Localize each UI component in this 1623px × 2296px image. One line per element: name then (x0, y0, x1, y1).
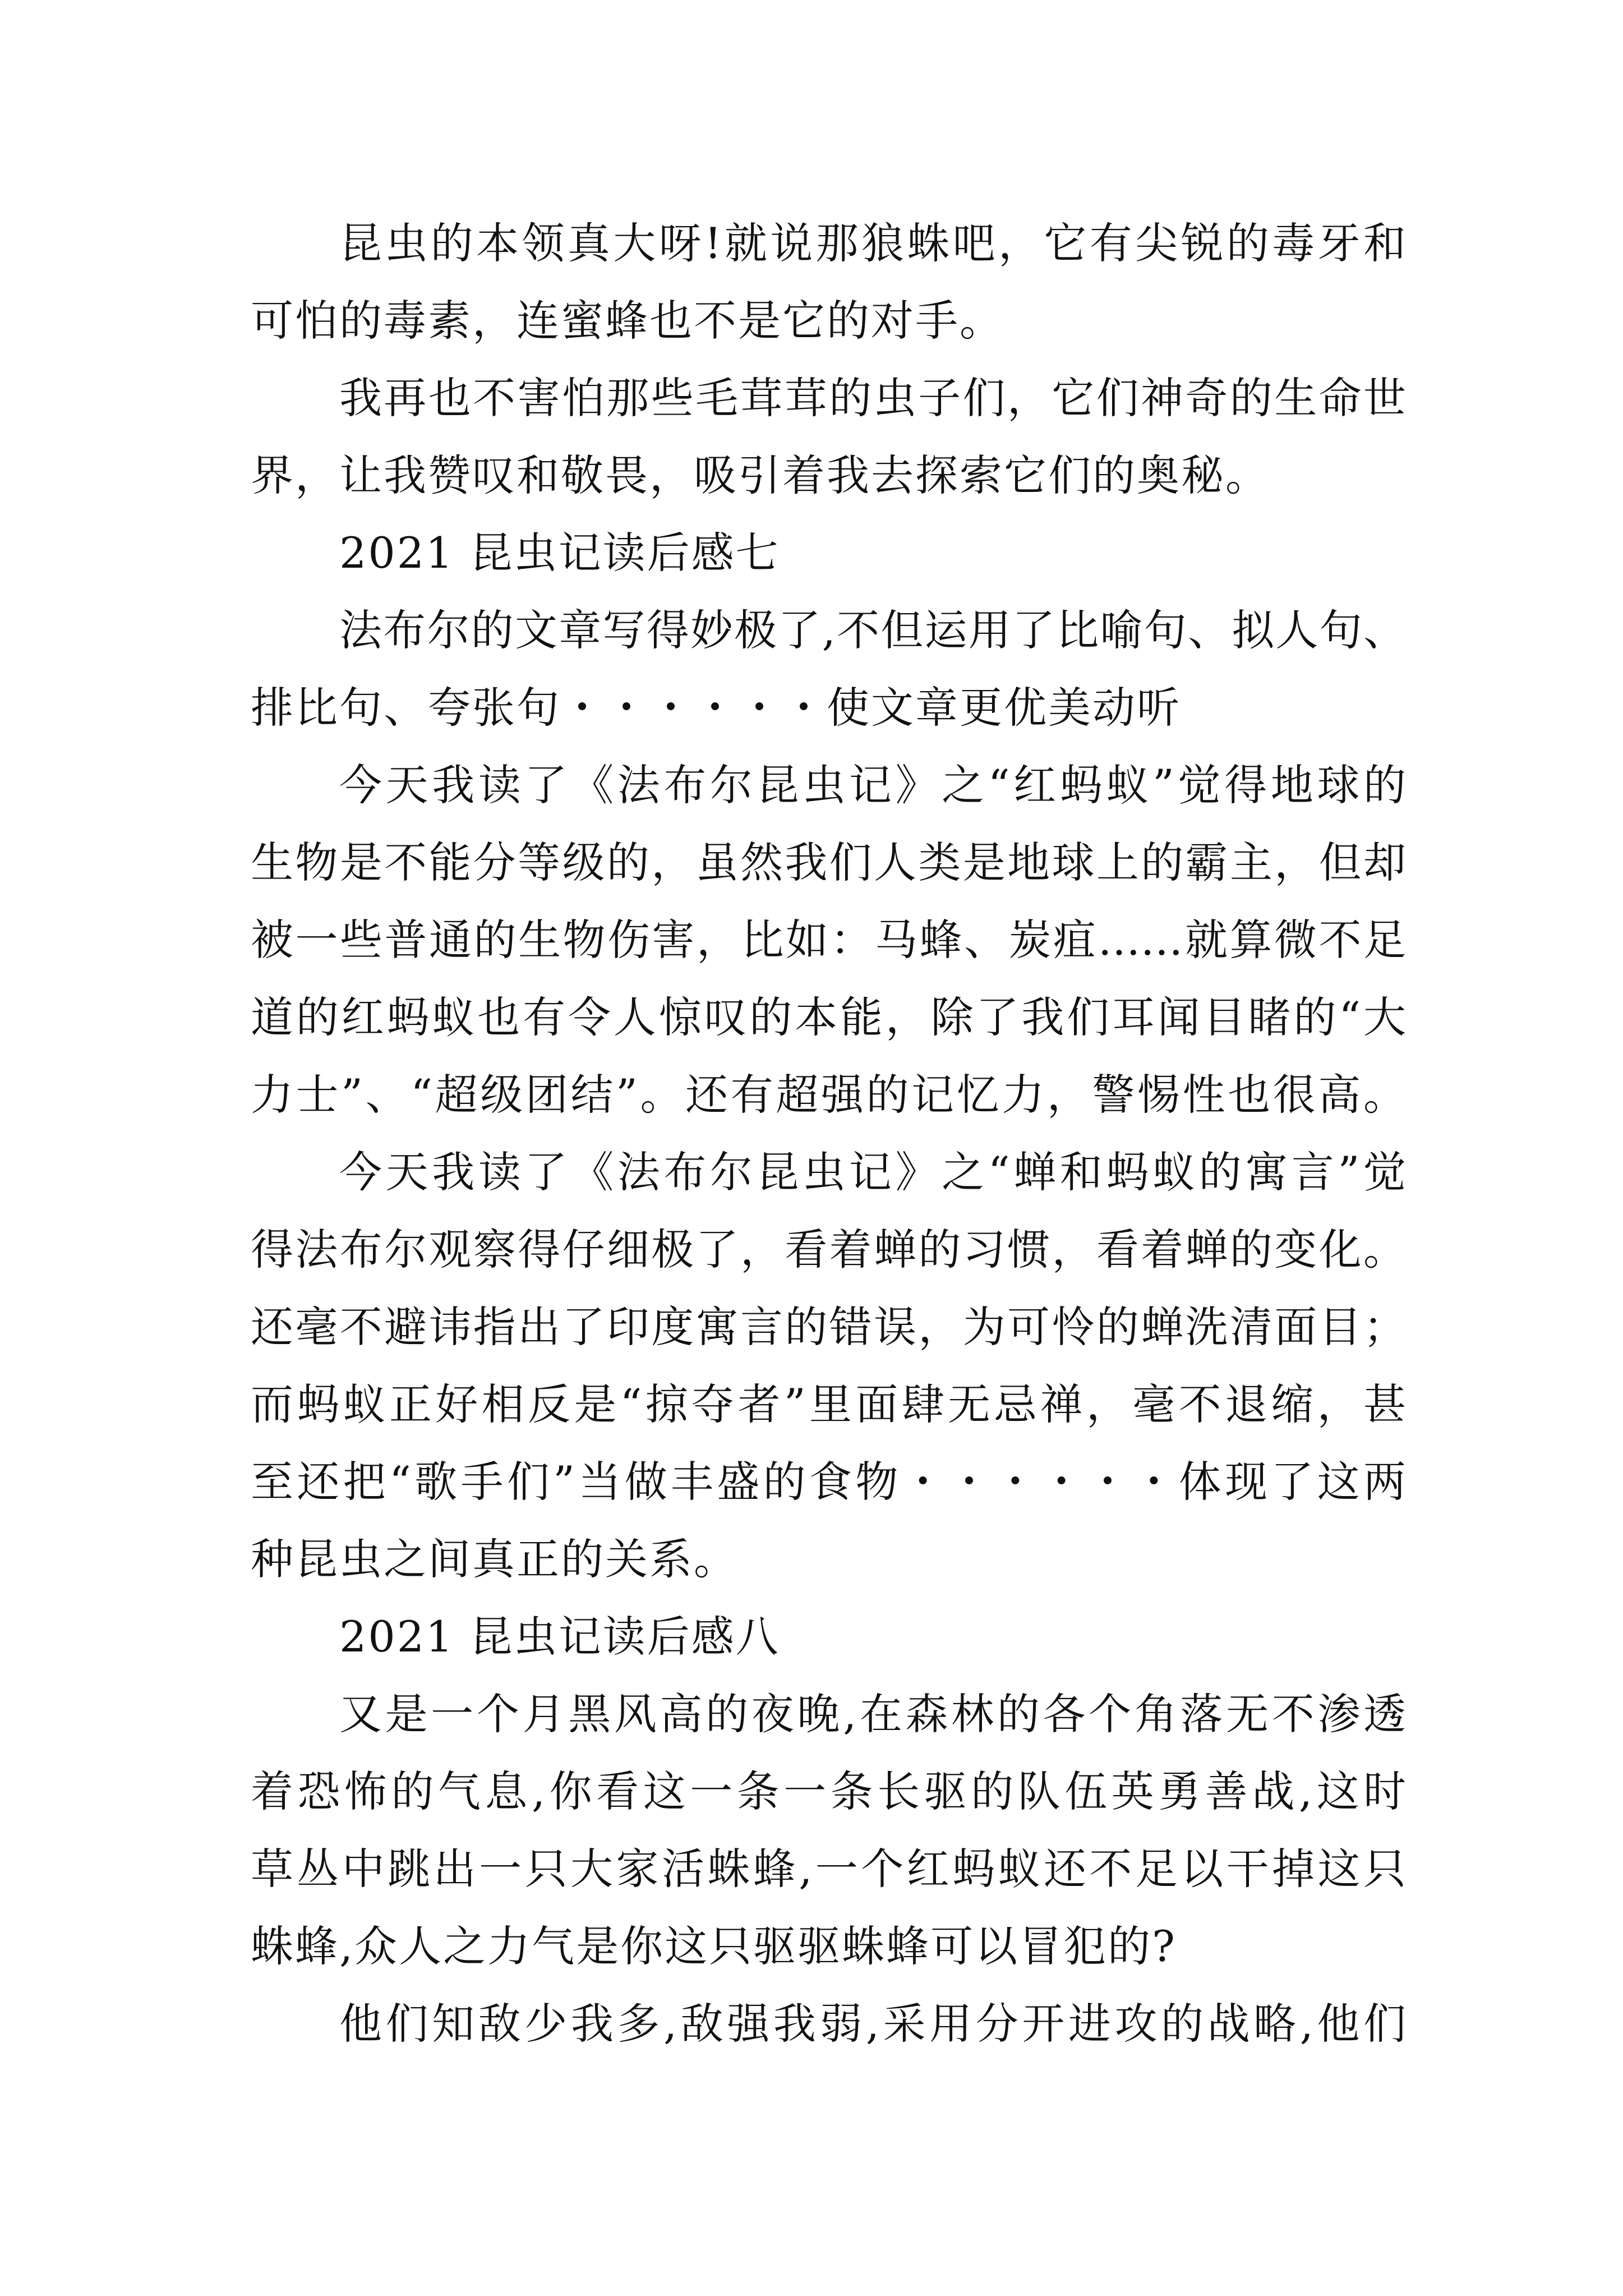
paragraph-line: 种昆虫之间真正的关系。 (251, 1534, 738, 1584)
paragraph-line: 还毫不避讳指出了印度寓言的错误，为可怜的蝉洗清面目； (251, 1302, 1406, 1352)
paragraph-line: 道的红蚂蚁也有令人惊叹的本能，除了我们耳闻目睹的“大 (251, 992, 1406, 1042)
paragraph-line: 又是一个月黑风高的夜晚,在森林的各个角落无不渗透 (339, 1689, 1406, 1739)
paragraph-line: 生物是不能分等级的，虽然我们人类是地球上的霸主，但却 (251, 838, 1406, 887)
paragraph-line: 排比句、夸张句・・・・・・使文章更优美动听 (251, 683, 1181, 733)
section-heading-text: 2021 昆虫记读后感七 (339, 528, 780, 578)
paragraph-line: 着恐怖的气息,你看这一条一条长驱的队伍英勇善战,这时 (251, 1766, 1406, 1816)
section-heading-text: 2021 昆虫记读后感八 (339, 1612, 780, 1662)
paragraph (251, 1985, 1406, 2063)
paragraph-line: 可怕的毒素，连蜜蜂也不是它的对手。 (251, 296, 1004, 346)
paragraph (251, 747, 1406, 1134)
paragraph-line: 他们知敌少我多,敌强我弱,采用分开进攻的战略,他们 (339, 1999, 1406, 2049)
paragraph (251, 592, 1406, 747)
paragraph-line: 法布尔的文章写得妙极了,不但运用了比喻句、拟人句、 (339, 605, 1406, 655)
section-heading (251, 1598, 1406, 1676)
paragraph-line: 草丛中跳出一只大家活蛛蜂,一个红蚂蚁还不足以干掉这只 (251, 1844, 1406, 1894)
paragraph (251, 1134, 1406, 1598)
section-heading (251, 514, 1406, 592)
paragraph-line: 得法布尔观察得仔细极了，看着蝉的习惯，看着蝉的变化。 (251, 1225, 1406, 1274)
paragraph (251, 360, 1406, 514)
paragraph-line: 我再也不害怕那些毛茸茸的虫子们，它们神奇的生命世 (339, 373, 1406, 423)
paragraph-line: 蛛蜂,众人之力气是你这只驱驱蛛蜂可以冒犯的? (251, 1921, 1177, 1971)
paragraph-line: 力士”、“超级团结”。还有超强的记忆力，警惕性也很高。 (251, 1070, 1406, 1120)
paragraph (251, 1676, 1406, 1985)
paragraph-line: 界，让我赞叹和敬畏，吸引着我去探索它们的奥秘。 (251, 450, 1270, 500)
paragraph-line: 被一些普通的生物伤害，比如：马蜂、炭疽……就算微不足 (251, 915, 1406, 965)
paragraph (251, 205, 1406, 360)
paragraph-line: 今天我读了《法布尔昆虫记》之“蝉和蚂蚁的寓言”觉 (339, 1147, 1406, 1197)
text-column (251, 205, 1406, 2063)
paragraph-line: 至还把“歌手们”当做丰盛的食物・・・・・・体现了这两 (251, 1457, 1406, 1507)
paragraph-line: 而蚂蚁正好相反是“掠夺者”里面肆无忌禅，毫不退缩，甚 (251, 1379, 1406, 1429)
paragraph-line: 今天我读了《法布尔昆虫记》之“红蚂蚁”觉得地球的 (339, 760, 1406, 810)
paragraph-line: 昆虫的本领真大呀!就说那狼蛛吧，它有尖锐的毒牙和 (339, 218, 1406, 268)
